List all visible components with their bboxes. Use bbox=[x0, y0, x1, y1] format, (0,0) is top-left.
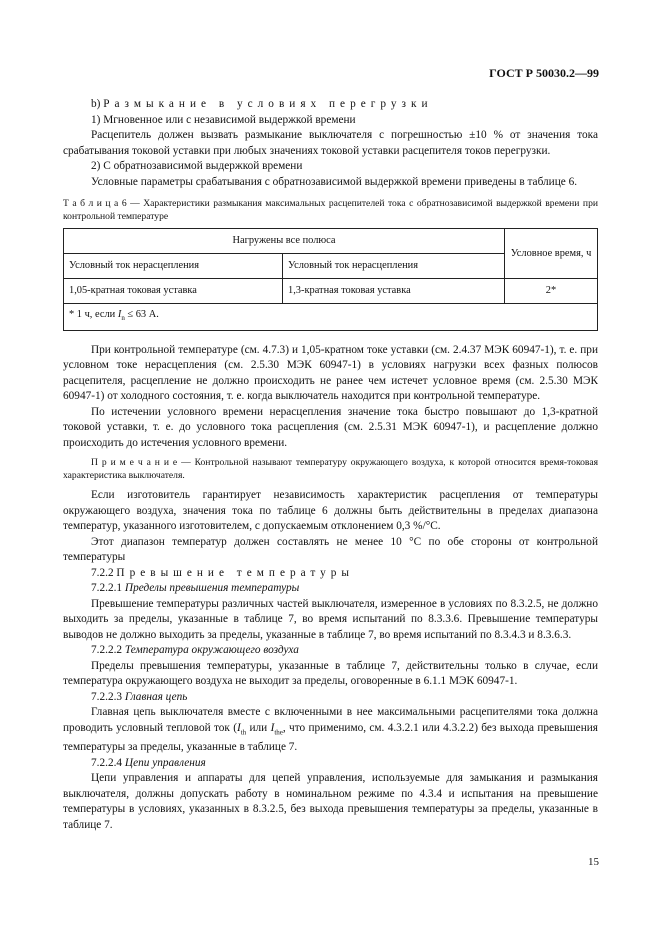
item-1: 1) Мгновенное или с независимой выдержкой времени bbox=[91, 113, 356, 126]
table-cell-3: 2* bbox=[505, 279, 598, 304]
section-7-2-2-2-heading: 7.2.2.2 Температура окружающего воздуха bbox=[91, 644, 299, 657]
table-cell-1: 1,05-кратная токовая уставка bbox=[64, 279, 283, 304]
paragraph-6: Этот диапазон температур должен составлять не менее 10 °С по обе стороны от контрольной температуры bbox=[63, 535, 598, 564]
section-b-heading bbox=[63, 97, 598, 113]
table-head-time: Условное время, ч bbox=[505, 229, 598, 279]
paragraph-1: Расцепитель должен вызвать размыкание выключателя с погрешностью ±10 % от значения тока срабатывания токовой уставки при любых значениях токовой уставки расцепителя токов перегрузки. bbox=[63, 129, 598, 157]
table-6 bbox=[63, 228, 598, 331]
section-7-2-2-title: Превышение температуры bbox=[116, 566, 355, 579]
table-footnote: * 1 ч, если $I_n \le 63$ А. bbox=[64, 304, 598, 331]
section-b-label: b) bbox=[91, 98, 101, 110]
page-number: 15 bbox=[588, 856, 599, 868]
note-text: Контрольной называют температуру окружающего воздуха, к которой относится время-токовая характеристика выключателя. bbox=[63, 457, 598, 481]
paragraph-2: Условные параметры срабатывания с обратнозависимой выдержкой времени приведены в таблице 6. bbox=[91, 175, 578, 188]
section-b-title: Размыкание в условиях перегрузки bbox=[103, 98, 433, 110]
note-label: П р и м е ч а н и е — bbox=[91, 457, 195, 469]
paragraph-7: Превышение температуры различных частей выключателя, измеренное в условиях по 8.3.2.5, не должно выходить за пределы, указанные в таблице 7, во время испытаний по 8.3.3.6. Превышение температуры выводов не должно выходить за пределы, указанные в таблице 7, во время испытаний по 8.3.4.3 и 8.3.6.3. bbox=[63, 597, 598, 641]
document-header: ГОСТ Р 50030.2—99 bbox=[489, 66, 599, 80]
paragraph-9: Главная цепь выключателя вместе с включенными в нее максимальными расцепителями тока должна проводить условный тепловой ток ($I_{th}$ или $I_{the}$, что применимо, см. 4.3.2.1 или 4.3.2.2) без выхода превышения температуры за пределы, указанные в таблице 7. bbox=[63, 706, 598, 754]
section-7-2-2-3-heading: 7.2.2.3 Главная цепь bbox=[91, 690, 188, 703]
page-content bbox=[63, 97, 598, 833]
paragraph-8: Пределы превышения температуры, указанные в таблице 7, действительны только в случае, если температура окружающего воздуха не выходит за пределы, оговоренные в 6.1.1 МЭК 60947-1. bbox=[63, 659, 598, 688]
paragraph-10: Цепи управления и аппараты для цепей управления, используемые для замыкания и размыкания выключателя, должны допускать работу в номинальном режиме по 4.3.4 и испытания на превышение температуры в условиях, указанных в 8.3.2.5, без выхода превышения температуры за пределы, указанные в таблице 7. bbox=[63, 772, 598, 831]
table-head-all-poles: Нагружены все полюса bbox=[64, 229, 505, 254]
section-7-2-2-4-heading: 7.2.2.4 Цепи управления bbox=[91, 756, 206, 769]
section-7-2-2-1-heading: 7.2.2.1 Пределы превышения температуры bbox=[91, 582, 300, 595]
table-col-2: Условный ток нерасцепления bbox=[283, 254, 505, 279]
item-2: 2) С обратнозависимой выдержкой времени bbox=[91, 160, 303, 172]
paragraph-5: Если изготовитель гарантирует независимость характеристик расцепления от температуры окружающего воздуха, значения тока по таблице 6 должны быть действительны в пределах диапазона температур, указанного изготовителем, с допускаемым отклонением 0,3 %/°С. bbox=[63, 489, 598, 533]
table-caption: Т а б л и ц а 6 — Характеристики размыкания максимальных расцепителей тока с обратнозависимой выдержкой времени при контрольной температуре bbox=[63, 198, 598, 222]
paragraph-4: По истечении условного времени нерасцепления значение тока быстро повышают до 1,3-кратной токовой уставки, т. е. до условного тока расцепления (см. 2.5.31 МЭК 60947-1), и расцепление должно происходить до истечения условного времени. bbox=[63, 405, 598, 449]
paragraph-3: При контрольной температуре (см. 4.7.3) и 1,05-кратном токе уставки (см. 2.4.37 МЭК 60947-1), т. е. при условном токе нерасцепления (см. 2.5.30 МЭК 60947-1) в условиях нагрузки всех фазных полюсов расцепителя, расцепление не должно происходить не ранее чем истечет условное время (см. 2.5.30 МЭК 60947-1) от холодного состояния, т. е. когда выключатель находится при контрольной температуре. bbox=[63, 343, 598, 403]
table-cell-2: 1,3-кратная токовая уставка bbox=[283, 279, 505, 304]
section-7-2-2-heading bbox=[63, 566, 598, 582]
section-7-2-2-number: 7.2.2 bbox=[91, 566, 114, 579]
note bbox=[63, 457, 598, 482]
table-col-1: Условный ток нерасцепления bbox=[64, 254, 283, 279]
